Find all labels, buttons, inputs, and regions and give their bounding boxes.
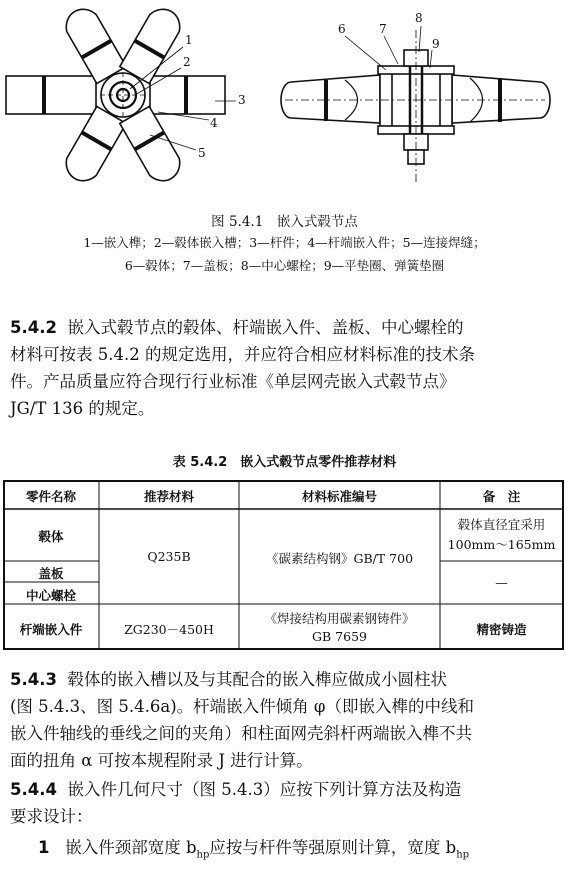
materials-table bbox=[3, 480, 564, 650]
section-number: 5.4.3 bbox=[10, 670, 57, 689]
table-cell-standard: 《碳素结构钢》GB/T 700 bbox=[265, 551, 414, 566]
paragraph-text: 毂体的嵌入槽以及与其配合的嵌入榫应做成小圆柱状 bbox=[67, 670, 447, 689]
paragraph-text: 嵌入件几何尺寸（图 5.4.3）应按下列计算方法及构造 bbox=[67, 780, 462, 799]
section-5-4-4-line-1 bbox=[10, 776, 560, 803]
callout-7: 7 bbox=[379, 22, 387, 36]
table-cell-standard: GB 7659 bbox=[312, 629, 367, 644]
table-cell-part: 杆端嵌入件 bbox=[19, 622, 83, 637]
paragraph-text: 嵌入式毂节点的毂体、杆端嵌入件、盖板、中心螺栓的 bbox=[67, 318, 464, 337]
table-header: 备 注 bbox=[482, 489, 521, 504]
table-cell-remark: — bbox=[495, 575, 508, 590]
figure-title: 图 5.4.1 嵌入式毂节点 bbox=[211, 214, 358, 230]
section-number: 5.4.2 bbox=[10, 318, 57, 337]
callout-3: 3 bbox=[238, 93, 246, 107]
table-cell-remark: 精密铸造 bbox=[476, 622, 527, 637]
callout-1: 1 bbox=[185, 33, 193, 47]
item-1-line bbox=[10, 834, 560, 868]
figure-legend-line-2: 6—毂体；7—盖板；8—中心螺栓；9—平垫圈、弹簧垫圈 bbox=[124, 258, 445, 273]
item-number: 1 bbox=[38, 838, 50, 857]
table-header: 推荐材料 bbox=[143, 489, 194, 504]
section-number: 5.4.4 bbox=[10, 780, 57, 799]
table-cell-remark: 100mm～165mm bbox=[447, 537, 556, 552]
section-5-4-2-line-1 bbox=[10, 314, 560, 341]
table-cell-part: 毂体 bbox=[38, 529, 64, 544]
section-5-4-2-line-3: 件。产品质量应符合现行行业标准《单层网壳嵌入式毂节点》 bbox=[10, 372, 456, 391]
section-5-4-3-line-1 bbox=[10, 666, 560, 693]
section-5-4-2 bbox=[10, 314, 560, 422]
table-cell-standard: 《焊接结构用碳素钢铸件》 bbox=[264, 611, 415, 626]
callout-4: 4 bbox=[210, 116, 218, 130]
table-cell-material: ZG230－450H bbox=[124, 622, 214, 637]
section-view-drawing bbox=[281, 26, 550, 182]
section-5-4-4 bbox=[10, 776, 560, 830]
callout-2: 2 bbox=[183, 55, 191, 69]
section-5-4-3-line-3: 嵌入件轴线的垂线之间的夹角）和柱面网壳斜杆两端嵌入榫不共 bbox=[10, 724, 472, 743]
table-cell-part: 盖板 bbox=[38, 566, 64, 581]
table-header: 零件名称 bbox=[25, 489, 76, 504]
table-cell-remark: 毂体直径宜采用 bbox=[457, 517, 546, 532]
section-5-4-4-line-2: 要求设计： bbox=[10, 807, 93, 826]
section-5-4-3 bbox=[10, 666, 560, 774]
item-1 bbox=[10, 834, 560, 868]
item-text-cont: 应按与杆件等强原则计算，宽度 b bbox=[209, 838, 457, 857]
item-subscript: hp bbox=[456, 849, 470, 861]
item-subscript: hp bbox=[196, 849, 210, 861]
section-5-4-3-line-2: (图 5.4.3、图 5.4.6a)。杆端嵌入件倾角 φ（即嵌入榫的中线和 bbox=[10, 697, 474, 716]
callout-5: 5 bbox=[198, 146, 206, 160]
callout-6: 6 bbox=[338, 22, 346, 36]
callout-8: 8 bbox=[415, 11, 423, 25]
table-title: 表 5.4.2 嵌入式毂节点零件推荐材料 bbox=[172, 455, 397, 470]
callout-9: 9 bbox=[432, 37, 440, 51]
figure-legend-line-1: 1—嵌入榫；2—毂体嵌入槽；3—杆件；4—杆端嵌入件；5—连接焊缝； bbox=[83, 235, 486, 250]
hub-joint-figure bbox=[0, 0, 569, 200]
item-text: 嵌入件颈部宽度 b bbox=[65, 838, 197, 857]
table-header: 材料标准编号 bbox=[301, 489, 377, 504]
section-5-4-3-line-4: 面的扭角 α 可按本规程附录 J 进行计算。 bbox=[10, 751, 313, 770]
section-5-4-2-line-2: 材料可按表 5.4.2 的规定选用，并应符合相应材料标准的技术条 bbox=[10, 345, 475, 364]
table-cell-part: 中心螺栓 bbox=[25, 588, 76, 603]
table-cell-material: Q235B bbox=[147, 549, 191, 564]
section-5-4-2-line-4: JG/T 136 的规定。 bbox=[10, 399, 155, 418]
